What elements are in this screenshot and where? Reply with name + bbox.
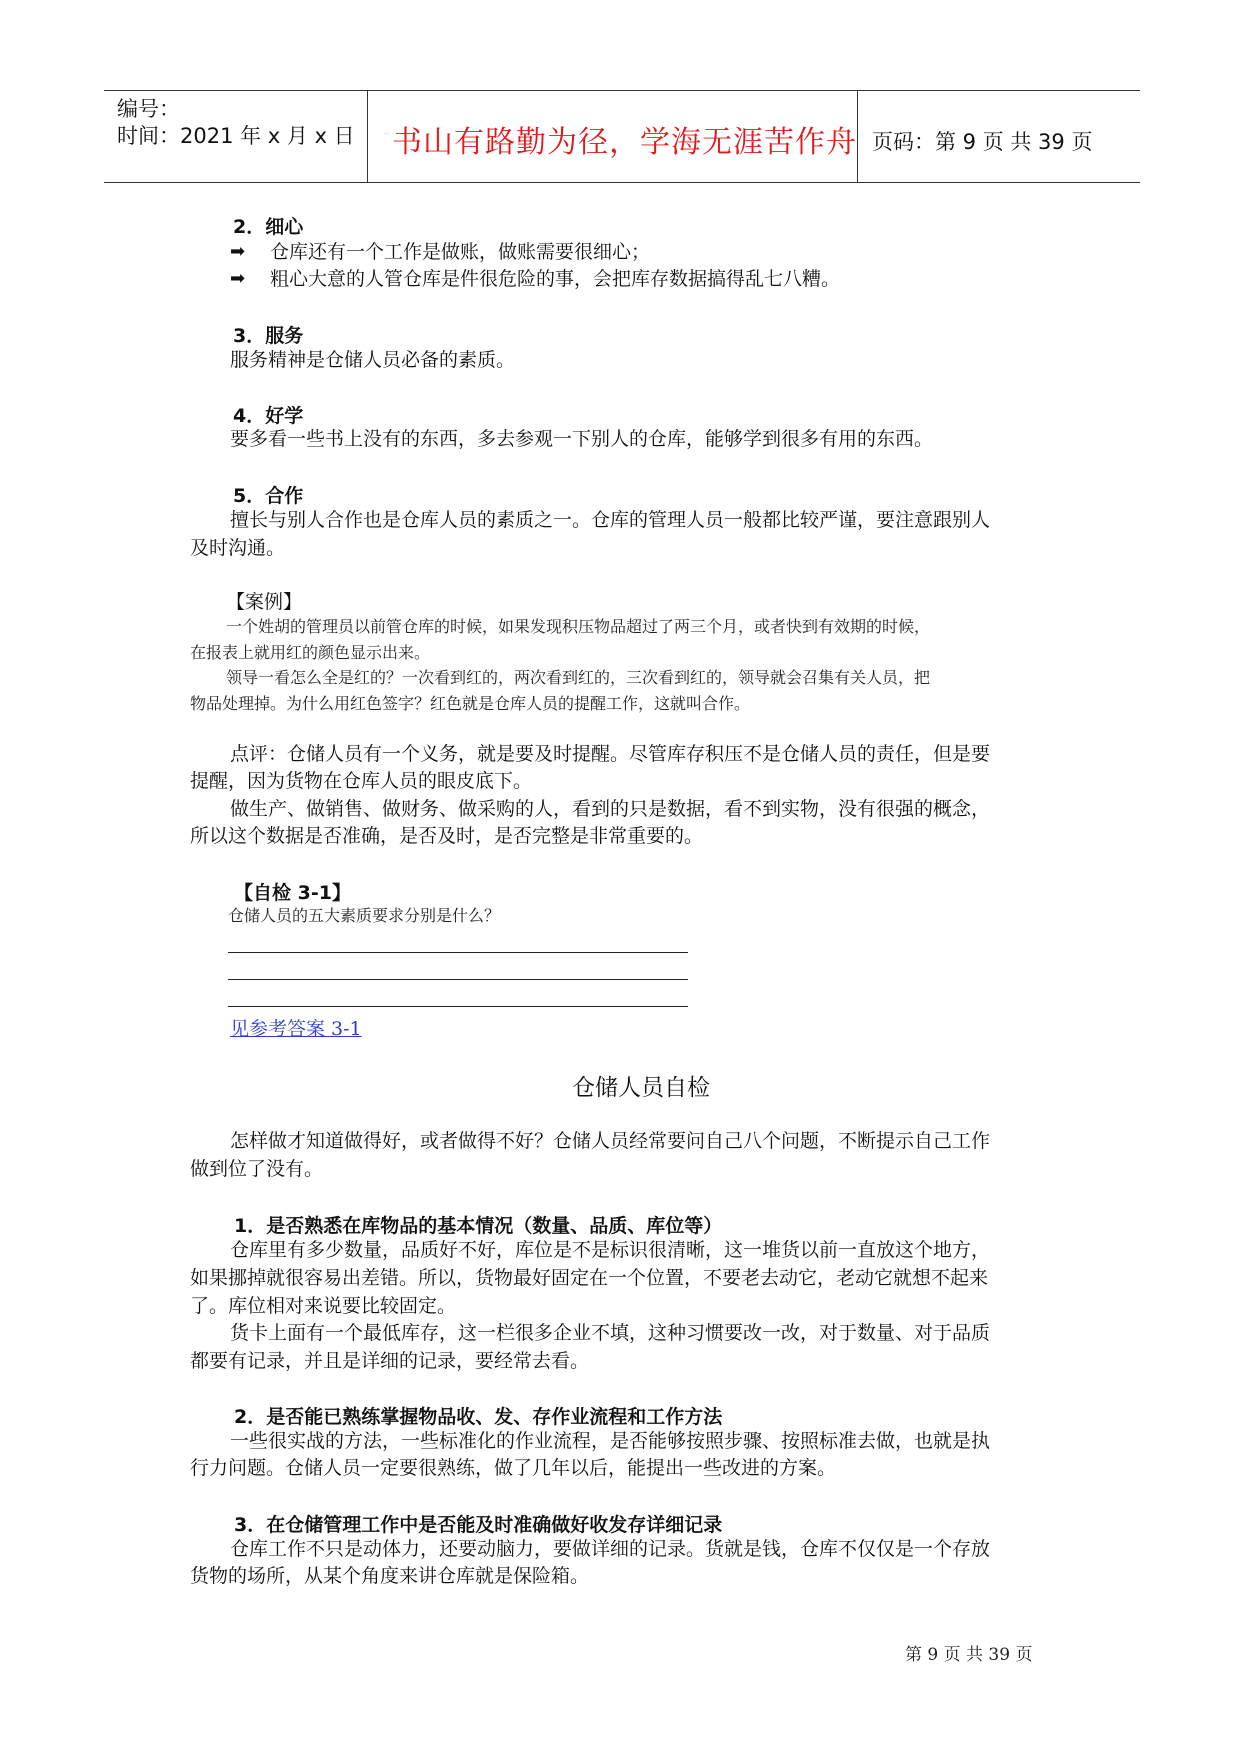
q1-line-4: 货卡上面有一个最低库存，这一栏很多企业不填，这种习惯要改一改，对于数量、对于品质: [230, 1322, 991, 1344]
section-5-line-1: 擅长与别人合作也是仓库人员的素质之一。仓库的管理人员一般都比较严谨，要注意跟别人: [230, 509, 991, 531]
section-3-title: 3．服务: [233, 325, 304, 347]
case-line-1: 一个姓胡的管理员以前管仓库的时候，如果发现积压物品超过了两三个月，或者快到有效期的时候，: [226, 617, 931, 636]
answer-line: [228, 952, 688, 953]
header-bottom-rule: [104, 182, 1140, 183]
q3-line-2: 货物的场所，从某个角度来讲仓库就是保险箱。: [190, 1565, 590, 1587]
selfcheck-title: 【自检 3-1】: [234, 882, 351, 904]
selfcheck-question: 仓储人员的五大素质要求分别是什么？: [228, 906, 501, 925]
section-4-title: 4．好学: [233, 405, 304, 427]
q1-line-5: 都要有记录，并且是详细的记录，要经常去看。: [190, 1350, 590, 1372]
section-2-title: 2．细心: [233, 216, 304, 238]
page-footer: 第 9 页 共 39 页: [905, 1645, 1033, 1665]
q3-title: 3．在仓储管理工作中是否能及时准确做好收发存详细记录: [234, 1514, 723, 1536]
q1-line-3: 了。库位相对来说要比较固定。: [190, 1295, 457, 1317]
section-5-title: 5．合作: [233, 485, 304, 507]
q2-line-2: 行力问题。仓储人员一定要很熟练，做了几年以后，能提出一些改进的方案。: [190, 1457, 837, 1479]
comment-line-2: 提醒，因为货物在仓库人员的眼皮底下。: [190, 770, 533, 792]
intro-line-1: 怎样做才知道做得好，或者做得不好？仓储人员经常要问自己八个问题，不断提示自己工作: [230, 1130, 991, 1152]
header-motto: 书山有路勤为径，学海无涯苦作舟: [392, 125, 857, 160]
comment-line-4: 所以这个数据是否准确，是否及时，是否完整是非常重要的。: [190, 825, 704, 847]
header-serial-label: 编号：: [117, 97, 180, 121]
case-line-3: 领导一看怎么全是红的？一次看到红的，两次看到红的，三次看到红的，领导就会召集有关人员，把: [226, 668, 931, 687]
intro-line-2: 做到位了没有。: [190, 1158, 324, 1180]
q1-line-2: 如果挪掉就很容易出差错。所以，货物最好固定在一个位置，不要老去动它，老动它就想不起来: [190, 1267, 989, 1289]
q1-line-1: 仓库里有多少数量，品质好不好，库位是不是标识很清晰，这一堆货以前一直放这个地方，: [230, 1239, 991, 1261]
header-page-label: 页码：第 9 页 共 39 页: [872, 130, 1093, 154]
comment-line-3: 做生产、做销售、做财务、做采购的人，看到的只是数据，看不到实物，没有很强的概念，: [230, 798, 991, 820]
reference-answer-link[interactable]: 见参考答案 3-1: [230, 1018, 362, 1040]
header-time-label: 时间：2021 年 x 月 x 日: [117, 124, 355, 148]
q3-line-1: 仓库工作不只是动体力，还要动脑力，要做详细的记录。货就是钱，仓库不仅仅是一个存放: [230, 1538, 991, 1560]
header-divider-1: [367, 90, 368, 182]
q1-title: 1．是否熟悉在库物品的基本情况（数量、品质、库位等）: [234, 1215, 723, 1237]
section-5-line-2: 及时沟通。: [190, 537, 286, 559]
header-top-rule: [104, 90, 1140, 91]
section-4-text: 要多看一些书上没有的东西，多去参观一下别人的仓库，能够学到很多有用的东西。: [230, 428, 934, 450]
header-divider-2: [857, 90, 858, 182]
case-line-4: 物品处理掉。为什么用红色签字？红色就是仓库人员的提醒工作，这就叫合作。: [190, 694, 751, 713]
q2-line-1: 一些很实战的方法，一些标准化的作业流程，是否能够按照步骤、按照标准去做，也就是执: [230, 1430, 991, 1452]
q2-title: 2．是否能已熟练掌握物品收、发、存作业流程和工作方法: [234, 1406, 723, 1428]
arrow-bullet-icon: ➡: [230, 268, 246, 289]
section-title: 仓储人员自检: [572, 1075, 710, 1101]
case-line-2: 在报表上就用红的颜色显示出来。: [190, 643, 431, 662]
comment-line-1: 点评：仓储人员有一个义务，就是要及时提醒。尽管库存积压不是仓储人员的责任，但是要: [230, 743, 991, 765]
arrow-bullet-icon: ➡: [230, 241, 246, 262]
section-2-bullet-2: 粗心大意的人管仓库是件很危险的事，会把库存数据搞得乱七八糟。: [270, 268, 841, 290]
section-2-bullet-1: 仓库还有一个工作是做账，做账需要很细心；: [270, 241, 651, 263]
answer-line: [228, 1006, 688, 1007]
section-3-text: 服务精神是仓储人员必备的素质。: [230, 349, 516, 371]
answer-line: [228, 979, 688, 980]
case-title: 【案例】: [226, 591, 303, 613]
